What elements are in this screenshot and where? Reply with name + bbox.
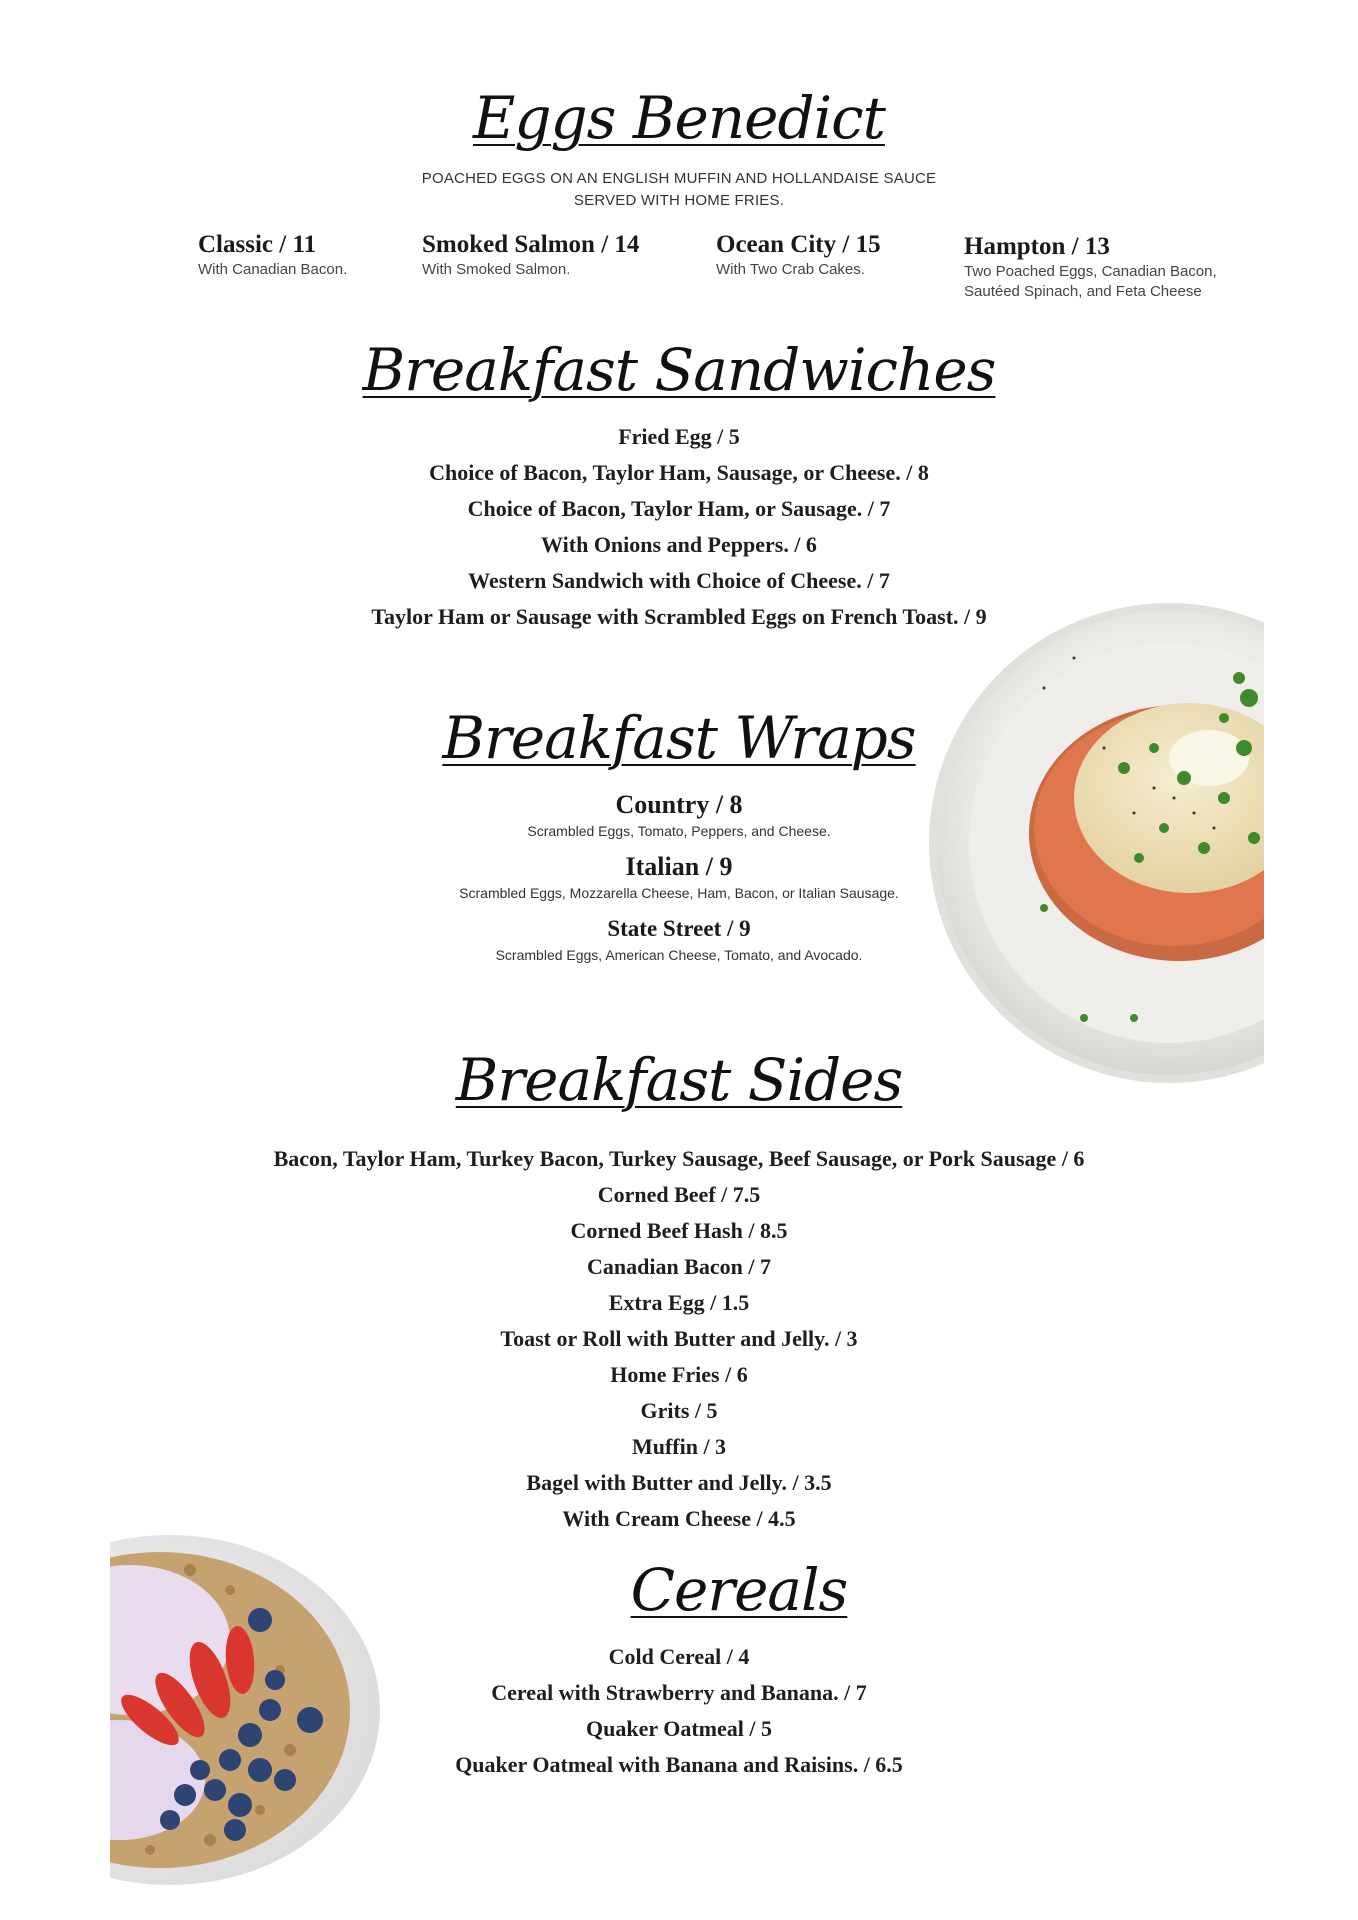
list-item: Bacon, Taylor Ham, Turkey Bacon, Turkey Sausage, Beef Sausage, or Pork Sausage / 6 — [273, 1146, 1085, 1171]
list-item: Corned Beef Hash / 8.5 — [570, 1218, 788, 1243]
item-description: With Two Crab Cakes. — [716, 261, 865, 278]
item-name: Italian / 9 — [625, 852, 733, 881]
list-item: Quaker Oatmeal / 5 — [586, 1716, 772, 1741]
item-description: Scrambled Eggs, Tomato, Peppers, and Cheese. — [527, 823, 831, 839]
item-description: Scrambled Eggs, American Cheese, Tomato, and Avocado. — [495, 947, 863, 963]
list-item: Taylor Ham or Sausage with Scrambled Eggs on French Toast. / 9 — [371, 604, 987, 629]
list-item: Choice of Bacon, Taylor Ham, or Sausage. / 7 — [467, 496, 891, 521]
eggs-benedict-plate-image — [924, 598, 1264, 1088]
eggs-benedict-intro — [0, 168, 1358, 212]
list-item: Corned Beef / 7.5 — [597, 1182, 761, 1207]
list-item: Muffin / 3 — [631, 1434, 727, 1459]
intro-line-2: SERVED WITH HOME FRIES. — [573, 192, 785, 209]
benedict-item-classic — [198, 230, 347, 280]
cereals-title: Cereals — [630, 1556, 848, 1624]
list-item: Cereal with Strawberry and Banana. / 7 — [491, 1680, 867, 1705]
breakfast-wraps-title: Breakfast Wraps — [442, 704, 916, 772]
list-item: Home Fries / 6 — [610, 1362, 748, 1387]
list-item: Western Sandwich with Choice of Cheese. / 7 — [468, 568, 890, 593]
item-description-line-2: Sautéed Spinach, and Feta Cheese — [964, 283, 1202, 300]
plate-illustration — [924, 598, 1264, 1088]
list-item: Grits / 5 — [640, 1398, 718, 1423]
item-description: With Smoked Salmon. — [422, 261, 571, 278]
list-item: Bagel with Butter and Jelly. / 3.5 — [526, 1470, 832, 1495]
list-item: Quaker Oatmeal with Banana and Raisins. / 6.5 — [455, 1752, 903, 1777]
yogurt-bowl-image — [110, 1530, 390, 1900]
bowl-illustration — [110, 1530, 390, 1900]
list-item: Choice of Bacon, Taylor Ham, Sausage, or Cheese. / 8 — [429, 460, 929, 485]
item-description: Scrambled Eggs, Mozzarella Cheese, Ham, Bacon, or Italian Sausage. — [459, 885, 899, 901]
breakfast-sides-title: Breakfast Sides — [455, 1046, 903, 1114]
item-description: With Canadian Bacon. — [198, 261, 348, 278]
list-item: With Cream Cheese / 4.5 — [562, 1506, 796, 1531]
item-name: Country / 8 — [615, 790, 743, 819]
list-item: Canadian Bacon / 7 — [587, 1254, 771, 1279]
breakfast-sides-list — [0, 1141, 1358, 1537]
list-item: Extra Egg / 1.5 — [608, 1290, 750, 1315]
item-name: State Street / 9 — [607, 916, 751, 941]
intro-line-1: POACHED EGGS ON AN ENGLISH MUFFIN AND HOLLANDAISE SAUCE — [421, 170, 937, 187]
list-item: Toast or Roll with Butter and Jelly. / 3 — [500, 1326, 858, 1351]
item-name: Hampton / 13 — [964, 233, 1110, 260]
item-name: Ocean City / 15 — [716, 231, 881, 258]
benedict-item-hampton — [964, 232, 1217, 302]
benedict-item-ocean-city — [716, 230, 881, 280]
breakfast-sandwiches-title: Breakfast Sandwiches — [362, 336, 996, 404]
eggs-benedict-title: Eggs Benedict — [473, 84, 885, 152]
benedict-item-smoked-salmon — [422, 230, 639, 280]
list-item: Cold Cereal / 4 — [608, 1644, 750, 1669]
item-name: Classic / 11 — [198, 231, 317, 258]
list-item: Fried Egg / 5 — [618, 424, 740, 449]
item-description-line-1: Two Poached Eggs, Canadian Bacon, — [964, 263, 1217, 280]
list-item: With Onions and Peppers. / 6 — [541, 532, 817, 557]
item-name: Smoked Salmon / 14 — [422, 231, 640, 258]
